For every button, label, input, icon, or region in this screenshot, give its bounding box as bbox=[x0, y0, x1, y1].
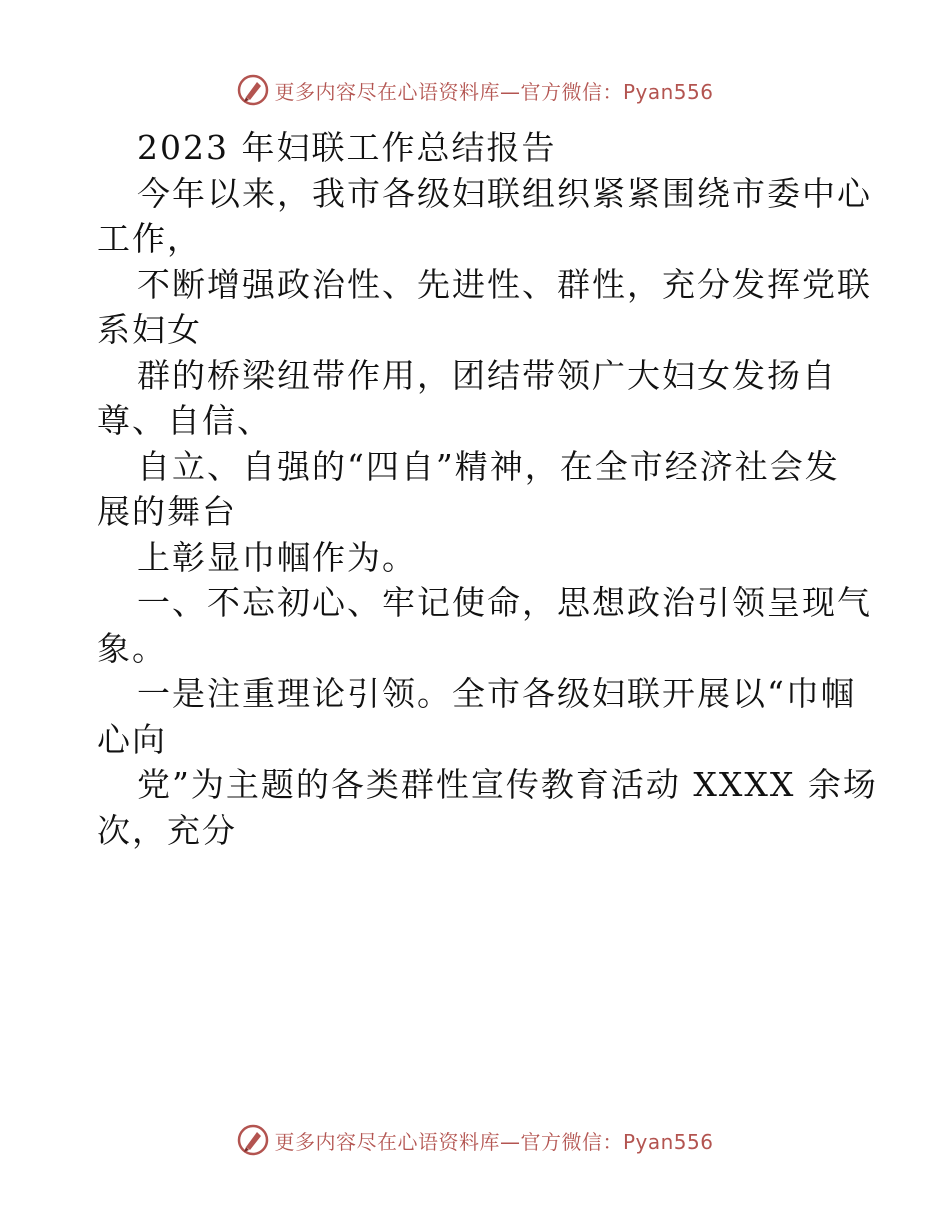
document-body bbox=[97, 125, 878, 853]
text-line: 一是注重理论引领。全市各级妇联开展以“巾帼 bbox=[137, 674, 856, 713]
text-line: 工作， bbox=[97, 219, 202, 258]
header-watermark bbox=[0, 70, 950, 110]
text-line: 今年以来，我市各级妇联组织紧紧围绕市委中心 bbox=[137, 173, 872, 213]
text-line: 自立、自强的“四自”精神，在全市经济社会发 bbox=[137, 446, 840, 486]
text-line: 象。 bbox=[97, 628, 167, 668]
text-line: 展的舞台 bbox=[97, 492, 237, 531]
document-title: 2023 年妇联工作总结报告 bbox=[137, 128, 557, 167]
text-line: 党”为主题的各类群性宣传教育活动 XXXX 余场 bbox=[137, 765, 878, 804]
pen-nib-logo-icon bbox=[236, 73, 270, 107]
text-line: 心向 bbox=[97, 719, 167, 759]
text-line: 次，充分 bbox=[97, 810, 237, 850]
text-line: 不断增强政治性、先进性、群性，充分发挥党联 bbox=[137, 264, 872, 304]
text-line: 上彰显巾帼作为。 bbox=[137, 537, 417, 577]
text-line: 系妇女 bbox=[97, 310, 202, 349]
text-line: 尊、自信、 bbox=[97, 401, 272, 440]
header-watermark-text: 更多内容尽在心语资料库—官方微信：Pyan556 bbox=[274, 79, 714, 104]
section-heading: 一、不忘初心、牢记使命，思想政治引领呈现气 bbox=[137, 583, 872, 622]
text-line: 群的桥梁纽带作用，团结带领广大妇女发扬自 bbox=[137, 355, 837, 395]
pen-nib-logo-icon bbox=[236, 1123, 270, 1157]
footer-watermark-text: 更多内容尽在心语资料库—官方微信：Pyan556 bbox=[274, 1129, 714, 1154]
footer-watermark bbox=[0, 1120, 950, 1160]
